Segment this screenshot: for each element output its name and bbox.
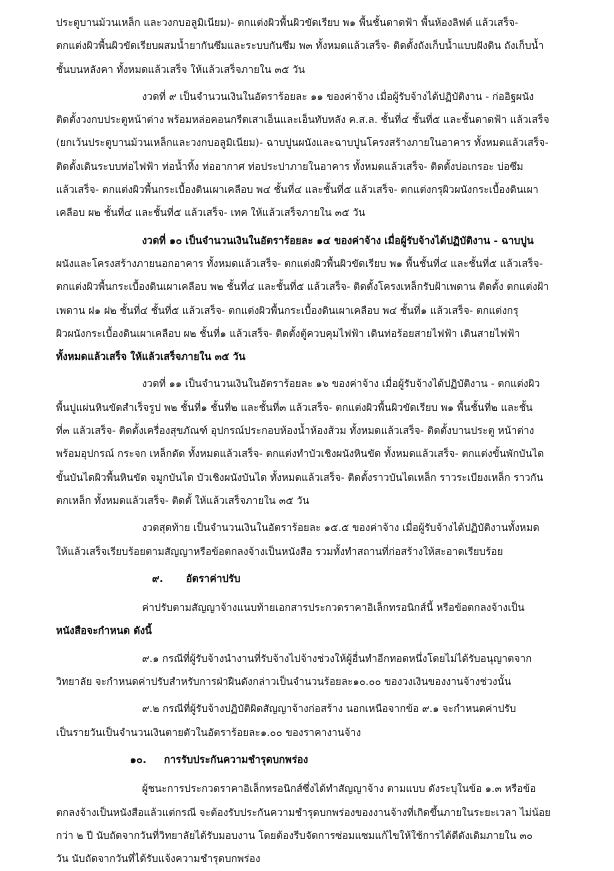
section-number: ๙. — [152, 573, 164, 585]
section-9-heading — [56, 568, 562, 591]
text-line: (ยกเว้นประตูบานม้วนเหล็กและวงกบอลูมิเนียม)- ฉาบปูนผนังและฉาบปูนโครงสร้างภายในอาคาร ทั้งหมดแล้วเสร็จ- — [56, 138, 549, 150]
text-line: ให้แล้วเสร็จเรียบร้อยตามสัญญาหรือข้อตกลงจ้างเป็นหนังสือ รวมทั้งทำสถานที่ก่อสร้างให้สะอาดเรียบร้อย — [56, 546, 503, 558]
text-line: เป็นรายวันเป็นจำนวนเงินตายตัวในอัตราร้อยละ๑.๐๐ ของราคางานจ้าง — [56, 727, 361, 739]
text-line: ตกแต่งผิวพื้นกระเบื้องดินเผาเคลือบ พ๒ ชั้นที่๔ และชั้นที่๕ แล้วเสร็จ- ติดตั้งโครงเหล็กรับฝ้าเพดาน ติดตั้ง ตกแต่งฝ้า — [56, 282, 549, 294]
text-line: ตกลงจ้างเป็นหนังสือแล้วแต่กรณี จะต้องรับประกันความชำรุดบกพร่องของงานจ้างที่เกิดขึ้นภายในระยะเวลา ไม่น้อย — [56, 807, 551, 819]
text-line: ประตูบานม้วนเหล็ก และวงกบอลูมิเนียม)- ตกแต่งผิวพื้นผิวขัดเรียบ พ๑ พื้นชั้นดาดฟ้า พื้นห้องลิฟต์ แล้วเสร็จ- — [56, 18, 519, 29]
section-title: การรับประกันความชำรุดบกพร่อง — [164, 754, 309, 766]
intro-paragraph — [56, 12, 562, 82]
text-line: งวดที่ ๑๐ เป็นจำนวนเงินในอัตราร้อยละ ๑๔ ของค่าจ้าง เมื่อผู้รับจ้างได้ปฏิบัติงาน - ฉาบปูน — [142, 235, 534, 247]
text-line: เพดาน ฝ๑ ฝ๒ ชั้นที่๔ ชั้นที่๕ แล้วเสร็จ- ตกแต่งผิวพื้นกระเบื้องดินเผาเคลือบ พ๔ ชั้นที่๑ แล้วเสร็จ- ตกแต่งกรุ — [56, 305, 519, 317]
text-line: ผู้ชนะการประกวดราคาอิเล็กทรอนิกส์ซึ่งได้ทำสัญญาจ้าง ตามแบบ ดังระบุในข้อ ๑.๓ หรือข้อ — [142, 784, 536, 796]
period-9-paragraph — [56, 86, 562, 226]
section-9-item-1 — [56, 648, 562, 695]
text-line: ค่าปรับตามสัญญาจ้างแนบท้ายเอกสารประกวดราคาอิเล็กทรอนิกส์นี้ หรือข้อตกลงจ้างเป็น — [142, 603, 525, 615]
text-line: วิทยาลัย จะกำหนดค่าปรับสำหรับการฝ่าฝืนดังกล่าวเป็นจำนวนร้อยละ๑๐.๐๐ ของวงเงินของงานจ้างช่วงนั้น — [56, 677, 512, 689]
section-10-body — [56, 778, 562, 871]
section-title: อัตราค่าปรับ — [186, 573, 241, 585]
text-line: ขั้นบันไดผิวพื้นหินขัด จมูกบันได บัวเชิงผนังบันได ทั้งหมดแล้วเสร็จ- ติดตั้งราวบันไดเหล็ก ราวระเบียงเหล็ก ราวกัน — [56, 472, 544, 484]
text-line: ติดตั้งวงกบประตูหน้าต่าง พร้อมหล่อคอนกรีตเสาเอ็นและเอ็นทับหลัง ค.ส.ล. ชั้นที่๔ ชั้นที่๕ และชั้นดาดฟ้า แล้วเสร็จ — [56, 115, 550, 127]
period-final-paragraph — [56, 517, 562, 564]
text-line: ที่๓ แล้วเสร็จ- ติดตั้งเครื่องสุขภัณฑ์ อุปกรณ์ประกอบห้องน้ำห้องส้วม ทั้งหมดแล้วเสร็จ- ติดตั้งบานประตู หน้าต่าง — [56, 426, 535, 438]
text-line: งวดสุดท้าย เป็นจำนวนเงินในอัตราร้อยละ ๑๕.๕ ของค่าจ้าง เมื่อผู้รับจ้างได้ปฏิบัติงานทั้งหมด — [142, 523, 540, 535]
text-line: ตกเหล็ก ทั้งหมดแล้วเสร็จ- ติดตั้ ให้แล้วเสร็จภายใน ๓๕ วัน — [56, 495, 310, 507]
period-10-paragraph — [56, 230, 562, 370]
section-9-intro — [56, 597, 562, 644]
text-line: ทั้งหมดแล้วเสร็จ ให้แล้วเสร็จภายใน ๓๕ วัน — [56, 352, 246, 364]
text-line: งวดที่ ๑๑ เป็นจำนวนเงินในอัตราร้อยละ ๑๖ ของค่าจ้าง เมื่อผู้รับจ้างได้ปฏิบัติงาน - ตกแต่งผิว — [142, 379, 540, 391]
text-line: หนังสือจะกำหนด ดังนี้ — [56, 626, 152, 638]
section-9-item-2 — [56, 698, 562, 745]
text-line: วัน นับถัดจากวันที่ได้รับแจ้งความชำรุดบกพร่อง — [56, 854, 261, 866]
text-line: ๙.๑ กรณีที่ผู้รับจ้างนำงานที่รับจ้างไปจ้างช่วงให้ผู้อื่นทำอีกทอดหนึ่งโดยไม่ได้รับอนุญาตจาก — [142, 653, 532, 665]
text-line: ๙.๒ กรณีที่ผู้รับจ้างปฏิบัติผิดสัญญาจ้างก่อสร้าง นอกเหนือจากข้อ ๙.๑ จะกำหนดค่าปรับ — [142, 704, 517, 716]
text-line: ชั้นบนหลังคา ทั้งหมดแล้วเสร็จ ให้แล้วเสร็จภายใน ๓๕ วัน — [56, 64, 305, 76]
text-line: เคลือบ ผ๒ ชั้นที่๔ และชั้นที่๕ แล้วเสร็จ- เทค ให้แล้วเสร็จภายใน ๓๕ วัน — [56, 208, 366, 220]
text-line: พร้อมอุปกรณ์ กระจก เหล็กดัด ทั้งหมดแล้วเสร็จ- ตกแต่งทำบัวเชิงผนังหินขัด ทั้งหมดแล้วเสร็จ- ตกแต่งขั้นพักบันได — [56, 449, 544, 461]
text-line: ผิวผนังกระเบื้องดินเผาเคลือบ ผ๒ ชั้นที่๑ แล้วเสร็จ- ติดตั้งตู้ควบคุมไฟฟ้า เดินท่อร้อยสายไฟฟ้า เดินสายไฟฟ้า — [56, 328, 520, 340]
section-10-heading — [56, 749, 562, 772]
text-line: ตกแต่งผิวพื้นผิวขัดเรียบผสมน้ำยากันซึมและระบบกันซึม พ๓ ทั้งหมดแล้วเสร็จ- ติดตั้งถังเก็บน้ำแบบฝังดิน ถังเก็บน้ำ — [56, 41, 544, 53]
period-11-paragraph — [56, 373, 562, 513]
text-line: พื้นปูแผ่นหินขัดสำเร็จรูป พ๒ ชั้นที่๑ ชั้นที่๒ และชั้นที่๓ แล้วเสร็จ- ตกแต่งผิวพื้นผิวขัดเรียบ พ๑ พื้นชั้นที่๒ และชั้น — [56, 402, 533, 414]
text-line: กว่า ๒ ปี นับถัดจากวันที่วิทยาลัยได้รับมอบงาน โดยต้องรีบจัดการซ่อมแซมแก้ไขให้ใช้การได้ดีดังเดิมภายใน ๓๐ — [56, 830, 533, 842]
text-line: ผนังและโครงสร้างภายนอกอาคาร ทั้งหมดแล้วเสร็จ- ตกแต่งผิวพื้นผิวขัดเรียบ พ๑ พื้นชั้นที่๔ และชั้นที่๕ แล้วเสร็จ- — [56, 258, 543, 270]
text-line: งวดที่ ๙ เป็นจำนวนเงินในอัตราร้อยละ ๑๑ ของค่าจ้าง เมื่อผู้รับจ้างได้ปฏิบัติงาน - ก่ออิฐผนัง — [142, 91, 534, 103]
text-line: แล้วเสร็จ- ตกแต่งผิวพื้นกระเบื้องดินเผาเคลือบ พ๔ ชั้นที่๔ และชั้นที่๕ แล้วเสร็จ- ตกแต่งกรุผิวผนังกระเบื้องดินเผา — [56, 185, 539, 197]
text-line: ติดตั้งเดินระบบท่อไฟฟ้า ท่อน้ำทิ้ง ท่ออากาศ ท่อประปาภายในอาคาร ทั้งหมดแล้วเสร็จ- ติดตั้งบ่อเกรอะ บ่อซึม — [56, 161, 524, 173]
section-number: ๑๐. — [130, 754, 147, 766]
